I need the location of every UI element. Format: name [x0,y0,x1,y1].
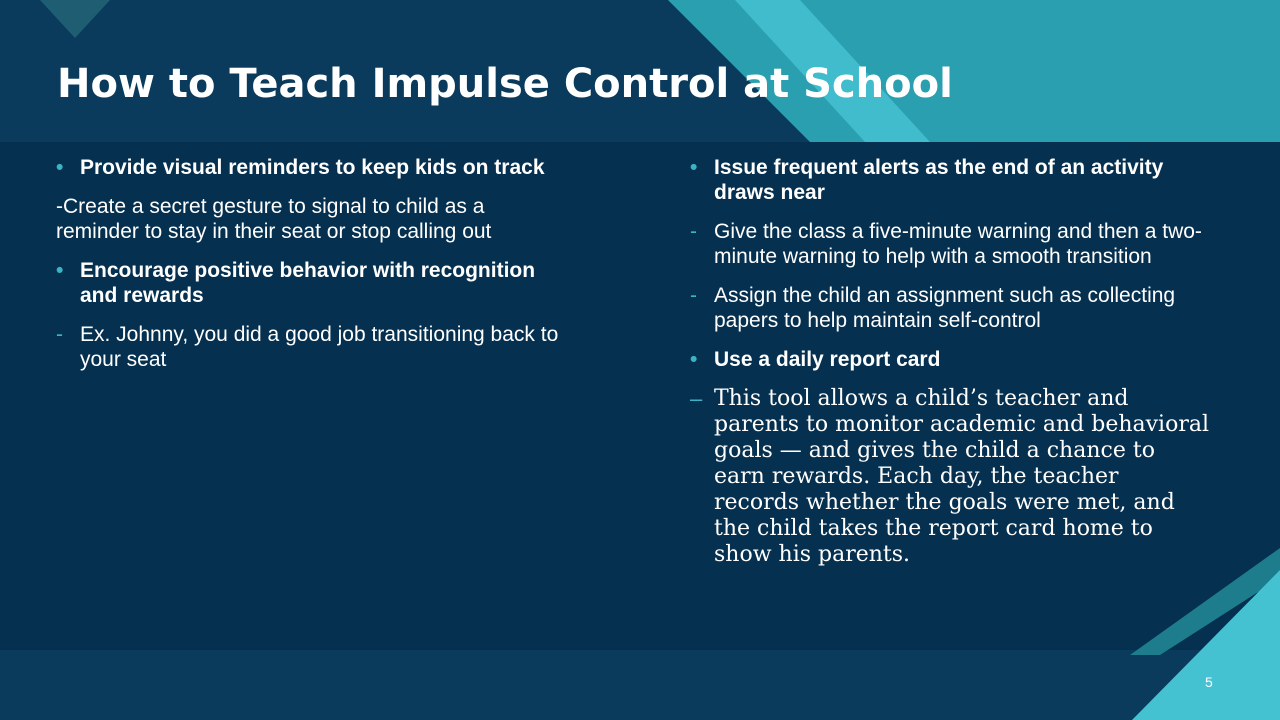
dash-marker: - [690,220,697,243]
bullet-text: Encourage positive behavior with recognition and rewards [80,259,536,307]
right-column [690,155,1210,582]
bullet-marker: • [690,348,698,371]
subitem-text: Ex. Johnny, you did a good job transitioning back to your seat [80,323,559,371]
subitem-text: Assign the child an assignment such as collecting papers to help maintain self-control [714,284,1176,332]
bullet-marker: • [690,156,698,179]
bullet-text: Issue frequent alerts as the end of an activity draws near [714,156,1164,204]
bullet-daily-report-card [690,347,1210,372]
dash-marker: - [690,284,697,307]
bullet-text: Use a daily report card [714,348,941,371]
bullet-visual-reminders [56,155,566,180]
subitem-five-minute-warning [690,219,1210,269]
footer-band [0,650,1280,720]
bullet-frequent-alerts [690,155,1210,205]
subitem-report-card-description [690,386,1210,568]
note-secret-gesture [56,194,566,244]
note-text: -Create a secret gesture to signal to child as a reminder to stay in their seat or stop calling out [56,195,492,243]
bullet-encourage-positive-behavior [56,258,566,308]
subitem-assign-task [690,283,1210,333]
subitem-text: Give the class a five-minute warning and then a two-minute warning to help with a smooth transition [714,220,1202,268]
subitem-text: This tool allows a child’s teacher and parents to monitor academic and behavioral goals — and gives the child a chance to earn rewards. Each day, the teacher records whether the goals were met, and the child takes the report card home to show his parents. [714,386,1210,567]
bullet-text: Provide visual reminders to keep kids on track [80,156,545,179]
bullet-marker: • [56,259,64,282]
subitem-johnny-example [56,322,566,372]
dash-marker: - [56,323,63,346]
page-number: 5 [1205,674,1213,690]
dash-marker: – [690,386,703,411]
bullet-marker: • [56,156,64,179]
left-column [56,155,566,386]
slide-title: How to Teach Impulse Control at School [57,61,953,107]
